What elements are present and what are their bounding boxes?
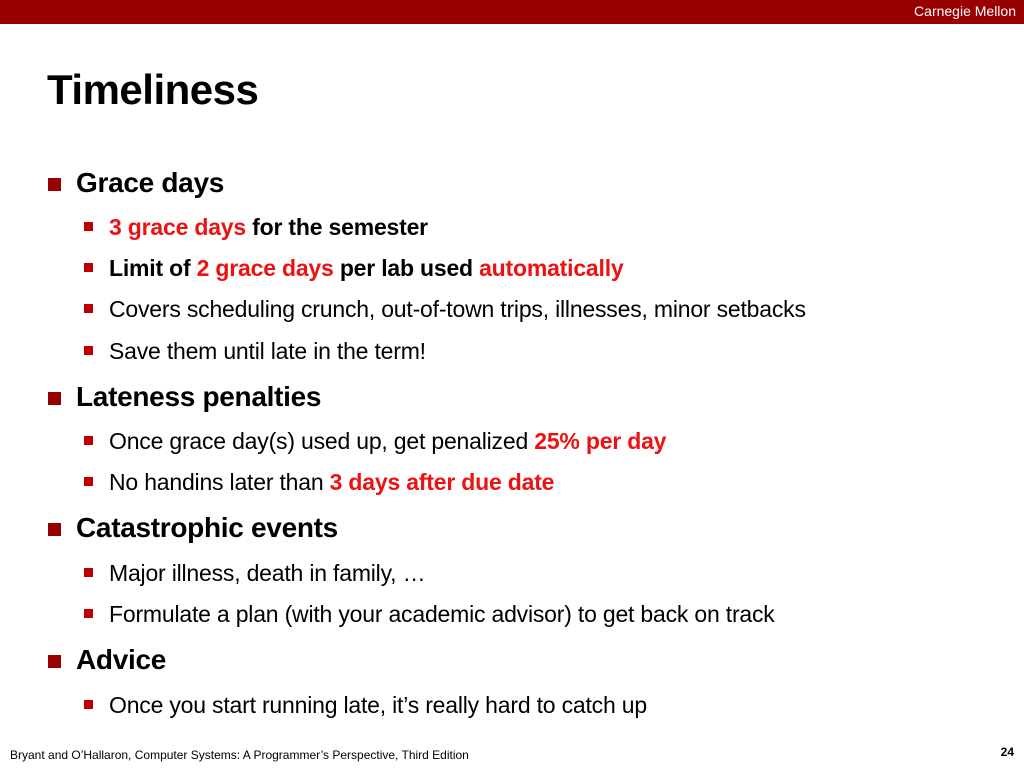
square-bullet-icon (48, 655, 61, 668)
bullet-text-bold: Limit of (109, 254, 197, 281)
slide-title: Timeliness (47, 66, 259, 113)
page-number: 24 (1000, 745, 1014, 759)
square-bullet-icon (84, 346, 93, 355)
sub-bullet (84, 600, 775, 628)
square-bullet-icon (84, 700, 93, 709)
square-bullet-icon (48, 178, 61, 191)
section-heading: Catastrophic events (76, 512, 338, 543)
sub-bullet (84, 254, 624, 282)
sub-bullet (84, 295, 806, 323)
bullet-text: Formulate a plan (with your academic advisor) to get back on track (109, 600, 775, 627)
square-bullet-icon (84, 304, 93, 313)
bullet-text-red: 2 grace days (196, 254, 334, 281)
sub-bullet (84, 337, 426, 365)
bullet-text-bold: per lab used (333, 254, 480, 281)
bullet-advice (48, 645, 166, 675)
bullet-text: Once you start running late, it’s really hard to catch up (109, 691, 647, 718)
sub-bullet (84, 691, 647, 719)
bullet-text: No handins later than (109, 468, 330, 495)
bullet-text-bold: for the semester (245, 213, 428, 240)
square-bullet-icon (84, 477, 93, 486)
bullet-text: Once grace day(s) used up, get penalized (109, 427, 535, 454)
bullet-text-red: 3 grace days (109, 213, 246, 240)
square-bullet-icon (84, 609, 93, 618)
square-bullet-icon (84, 263, 93, 272)
footer-citation: Bryant and O’Hallaron, Computer Systems: A Programmer’s Perspective, Third Edition (10, 748, 469, 762)
sub-bullet (84, 559, 425, 587)
organization-label: Carnegie Mellon (914, 3, 1016, 19)
bullet-text-red: 25% per day (534, 427, 667, 454)
bullet-grace-days (48, 168, 224, 198)
square-bullet-icon (84, 568, 93, 577)
bullet-text: Save them until late in the term! (109, 337, 426, 364)
square-bullet-icon (48, 523, 61, 536)
square-bullet-icon (48, 392, 61, 405)
bullet-lateness-penalties (48, 382, 321, 412)
bullet-text-red: 3 days after due date (329, 468, 555, 495)
bullet-text: Covers scheduling crunch, out-of-town trips, illnesses, minor setbacks (109, 295, 806, 322)
bullet-catastrophic-events (48, 513, 338, 543)
section-heading: Grace days (76, 167, 224, 198)
sub-bullet (84, 468, 554, 496)
square-bullet-icon (84, 436, 93, 445)
bullet-text: Major illness, death in family, … (109, 559, 426, 586)
square-bullet-icon (84, 222, 93, 231)
section-heading: Advice (76, 644, 167, 675)
sub-bullet (84, 213, 428, 241)
bullet-text-red: automatically (479, 254, 624, 281)
sub-bullet (84, 427, 666, 455)
section-heading: Lateness penalties (76, 381, 322, 412)
